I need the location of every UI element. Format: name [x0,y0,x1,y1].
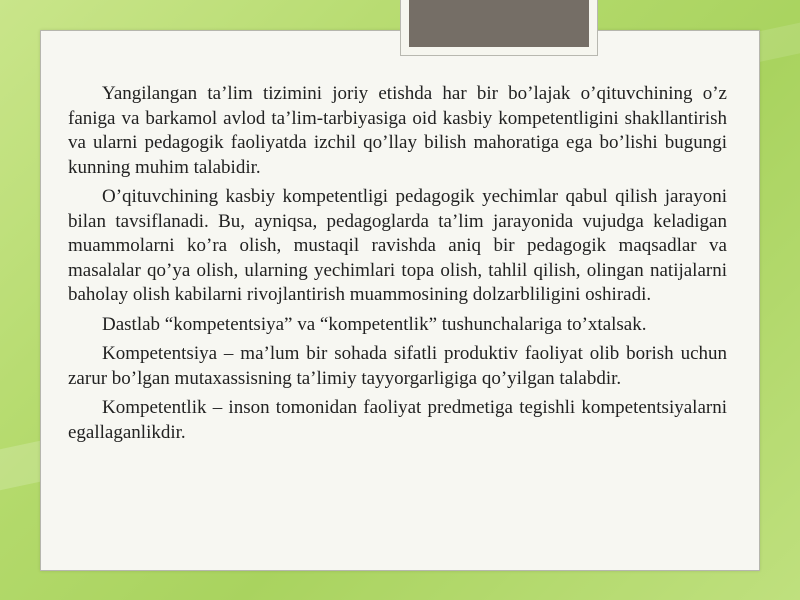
title-tab-fill [409,0,589,47]
title-tab [400,0,598,56]
slide-content-card [40,30,760,571]
paragraph-kompetentsiya-definition: Kompetentsiya – ma’lum bir sohada sifatli produktiv faoliyat olib borish uchun zarur bo’lgan mutaxassisning ta’limiy tayyorgarligiga qo’yilgan talabdir. [68,343,727,389]
paragraph-intro: Yangilangan ta’lim tizimini joriy etishda har bir bo’lajak o’qituvchining o’z faniga va barkamol avlod ta’lim-tarbiyasiga oid kasbiy kompetentligini shakllantirish va ularni pedagogik faoliyatda izchil qo’llay bilish mahoratiga ega bo’lishi bugungi kunning muhim talabidir. [68,83,727,178]
paragraph-kompetentlik-definition: Kompetentlik – inson tomonidan faoliyat predmetiga tegishli kompetentsiyalarni egallaganlikdir. [68,397,727,443]
slide-text-block [68,82,727,450]
paragraph-concepts: Dastlab “kompetentsiya” va “kompetentlik” tushunchalariga to’xtalsak. [102,313,647,335]
paragraph-teacher-competence: O’qituvchining kasbiy kompetentligi pedagogik yechimlar qabul qilish jarayoni bilan tavsiflanadi. Bu, ayniqsa, pedagoglarda ta’lim jarayonida vujudga keladigan muammolarni ko’ra olish, mustaqil ravishda aniq bir pedagogik maqsadlar va masalalar qo’ya olish, ularning yechimlari topa olish, tahlil qilish, olingan natijalarni baholay olish kabilarni rivojlantirish muammosining dolzarbliligini oshiradi. [68,186,727,305]
